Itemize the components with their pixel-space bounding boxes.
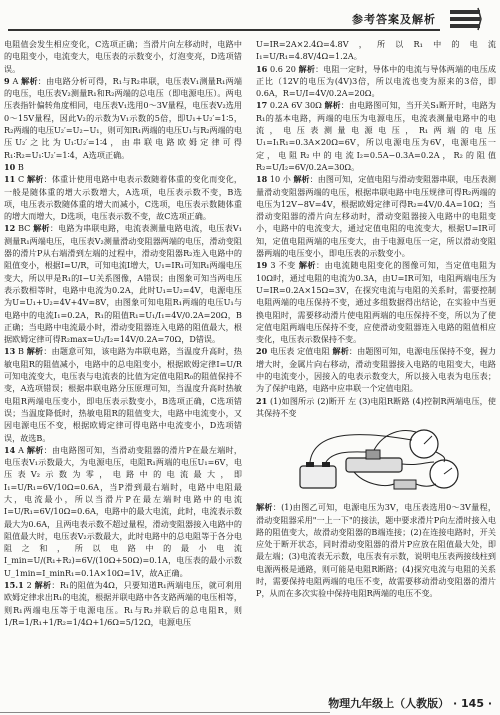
footer-rule <box>0 712 330 713</box>
answer-text: 电阻一定时，导体中的电流与导体两端的电压成正比（12V的电压为(4V)3倍，所以电流也变为原来的3倍，即0.6A，R=U/I=4V/0.2A=20Ω。 <box>256 63 496 99</box>
header-rule <box>8 29 440 31</box>
answer-item <box>256 395 496 420</box>
analysis-label: 解析 <box>256 502 273 513</box>
answer-choice: 10 小 <box>269 174 291 185</box>
answer-choice: 3 不变 <box>270 260 296 271</box>
circuit-diagram <box>294 422 464 498</box>
answer-choice: (1)如图所示 (2)断开 左 (3)电阻R断路 (4)控制R两端电压，使其保持不变 <box>256 395 496 418</box>
analysis-label: 解析 <box>332 346 349 357</box>
answer-choice: 0.6 20 <box>269 63 296 74</box>
answer-text: 电阻值会发生相应变化，C选项正确；当滑片向左移动时，电路中的电阻变小，电流变大，电压表的示数变小，灯泡变亮，D选项错误。 <box>4 39 242 74</box>
answer-choice: B <box>18 346 24 357</box>
answer-item <box>256 38 496 63</box>
answer-text: 由题图可知，电源电压保持不变，握力增大时，金属片向右移动，滑动变阻器接入电路的电阻变大，电路中的电流变小，因接入的电表示数变大，所以接入电表为电压表；为了保护电路，电路中应串联一个定值电阻。 <box>256 346 496 394</box>
answer-text: 由图可知，定值电阻与滑动变阻器串联，电压表测量滑动变阻器两端的电压，根据串联电路中电压规律可得R₂两端的电压为12V−8V=4V，根据欧姆定律可得R₂=4V/0.4A=10Ω；当滑动变阻器的滑片向左移动时，滑动变阻器接入电路中的电阻变小，电路中的电流变大，通过定值电阻的电流变大，根据U=IR可知，定值电阻两端的电压变大，由于电源电压一定，所以滑动变阻器两端的电压变小，即电压表的示数变小。 <box>256 174 496 259</box>
answer-text: 由题意可知，该电路为串联电路，当温度升高时，热敏电阻R的阻值减小，电路中的总电阻变小，根据欧姆定律I=U/R可知电流变大，电压表与电流表的比值为定值电阻R₀的阻值保持不变，A选项错误；根据串联电路分压原理可知，当温度升高时热敏电阻R两端电压变小，即电压表示数变小，B选项正确，C选项错误；当温度降低时，热敏电阻R的阻值变大，电路中电流变小，又因电源电压不变，根据欧姆定律可得电路中电流变小，D选项错误，故选B。 <box>4 346 242 443</box>
answer-text: 由电路图可知，当滑动变阻器的滑片P在最左端时，电压表V₁示数最大，为电源电压，电阻R₁两端的电压U₁=6V，电压表V₂示数为零，电路中的电流最大，即I₁=U/R₁=6V/10Ω=0.6A，当P滑到最右端时，电路中电阻最大，电流最小，所以当滑片P在最左端时电路中的电流I=U/R₁=6V/10Ω=0.6A，电路中的最大电流，此时，电流表示数最大为0.6A，且两电表示数不超过量程，滑动变阻器接入电路中的阻值最大时，电压表V₂示数最大，此时电路中的总电阻等于各分电阻之和，所以电路中的最小电流I_min=U/(R₁+R₂)=6V/(10Ω+50Ω)=0.1A，电压表的最小示数U_1min=I_minR₁=0.1A×10Ω=1V，故A正确。 <box>4 444 242 578</box>
answer-choice: 电压表 定值电阻 <box>269 346 330 357</box>
answer-item: 19 3 不变 解析：由电流随电阻变化的图像可知，当定值电阻为10Ω时，通过电阻的电流为0.3A，由U=IR可知，电阻两端电压为U=IR=0.2A×15Ω=3V，在探究电流与电阻的关系时，需要控制电阻两端的电压保持不变，通过多组数据得出结论，在实验中当更换电阻时，需要移动滑片使电阻两端的电压保持不变，所以为了使定值电阻两端电压保持不变，应使滑动变阻器连入电路的阻值相应变化，电压表示数保持不变。 <box>256 260 496 345</box>
answer-item: 9 A 解析：由电路分析可得，R₁与R₂串联，电压表V₁测量R₁两端的电压，电压表V₂测量R₁和R₂两端的总电压（即电源电压）。两电压表指针偏转角度相同，电压表V₁选用0～3V量程，电压表V₂选用0～15V量程，因此V₂的示数为V₁示数的5倍，即U₁+U₂′=1∶5，R₂两端的电压U₂′=U₂−U₁，则可知R₁两端的电压U₁与R₂两端的电压U₂′之比为U₁∶U₂′=1∶4，由串联电路欧姆定律可得R₁∶R₂=U₁∶U₂′=1∶4，A选项正确。 <box>4 75 243 160</box>
question-number: 17 <box>256 100 268 111</box>
answer-choice: 0.2A 6V 30Ω <box>269 100 322 111</box>
answer-choice: BC <box>18 223 31 234</box>
answer-choice: B <box>17 161 24 172</box>
question-number: 10 <box>4 161 16 172</box>
analysis-label: 解析 <box>298 63 316 74</box>
analysis-label: 解析 <box>34 580 52 591</box>
header-title: 参考答案及解析 <box>352 13 436 26</box>
answer-item: 13 B 解析：由题意可知，该电路为串联电路，当温度升高时，热敏电阻R的阻值减小，电路中的总电阻变小，根据欧姆定律I=U/R可知电流变大，电压表与电流表的比值为定值电阻R₀的阻值保持不变，A选项错误；根据串联电路分压原理可知，当温度升高时热敏电阻R两端电压变小，即电压表示数变小，B选项正确，C选项错误；当温度降低时，热敏电阻R的阻值变大，电路中电流变小，又因电源电压不变，根据欧姆定律可得电路中电流变小，D选项错误，故选B。 <box>4 346 242 443</box>
answer-item <box>4 38 242 75</box>
answer-item: 11 C 解析：体重计使用电路中电表示数随着体重的变化而变化，一般是随体重的增大示数增大，A选项，电压表示数不变，B选项，电压表示数随体重的增大而减小，C选项，电压表示数随体重的增大而增大，D选项，电压表示数不变，故C选项正确。 <box>4 174 242 222</box>
analysis-label: 解析 <box>293 174 310 185</box>
question-number: 13 <box>4 346 16 357</box>
answer-item: 16 0.6 20 解析：电阻一定时，导体中的电流与导体两端的电压成正比（12V的电压为(4V)3倍，所以电流也变为原来的3倍，即0.6A，R=U/I=4V/0.2A=20Ω。 <box>256 63 496 99</box>
answer-item: 12 BC 解析：电路为串联电路，电流表测量电路电流，电压表V₁测量R₁两端电压，电压表V₂测量滑动变阻器两端的电压，滑动变阻器的滑片P从右端滑到左端的过程中，滑动变阻器R₂连入电路中的阻值变小，根据I=U/R，可知电流I增大，U₁=IR₁可知R₁两端电压变大，所以甲是R₁的I−U关系图像，A错误；由图象可知当两电压表示数相等时，电路中电流为0.2A，此时U₁=U₂=4V，电源电压为U=U₁+U₂=4V+4V=8V，由图象可知电阻R₁两端的电压U₁与电路中的电流I₁=0.2A，R₁的阻值R₁=U₁/I₁=4V/0.2A=20Ω，B正确；当电路中电流最小时，滑动变阻器连入电路的阻值最大，根据欧姆定律可得R₂max=U₂/I₂=14V/0.2A=70Ω，D错误。 <box>4 223 243 345</box>
question-number: 14 <box>4 444 16 455</box>
page-header <box>0 0 500 36</box>
question-number: 16 <box>256 63 268 74</box>
question-number: 21 <box>256 395 268 406</box>
question-number: 20 <box>256 346 268 357</box>
question-number: 9 <box>4 75 10 86</box>
answer-item: 15.1 2 解析：R₁的阻值为4Ω，只要知道R₁两端电压，就可利用欧姆定律求出R₁的电流，根据并联电路中各支路两端的电压相等，则R₁两端电压等于电源电压。R₁与R₂并联后的总电阻R，则1/R=1/R₁+1/R₂=1/4Ω+1/6Ω=5/12Ω，电源电压 <box>4 580 242 627</box>
page-footer: 物理九年级上（人教版） · 145 · <box>328 697 492 710</box>
question-number: 18 <box>256 174 268 185</box>
answer-item: 解析：(1)由图乙可知，电源电压为3V，电压表选用0～3V量程，滑动变阻器采用"一上一下"的接法，题中要求滑片P向左滑时接入电路的阻值变大，故滑动变阻器的B端连接；(2)在连接电路时，开关应处于断开状态，同时滑动变阻器的滑片P应放在阻值最大处，即最左端；(3)电流表无示数，电压表有示数，说明电压表两接线柱到电源两极是通路，则可能是电阻R断路；(4)探究电流与电阻的关系时，需要保持电阻两端的电压不变，故需要移动滑动变阻器的滑片P，从而在多次实验中保持电阻R两端的电压不变。 <box>256 502 496 599</box>
answer-text: 由电路分析可得，R₁与R₂串联，电压表V₁测量R₁两端的电压，电压表V₂测量R₁和R₂两端的总电压（即电源电压）。两电压表指针偏转角度相同，电压表V₁选用0～3V量程，电压表V₂选用0～15V量程，因此V₂的示数为V₁示数的5倍，即U₁+U₂′=1∶5，R₂两端的电压U₂′=U₂−U₁，则可知R₁两端的电压U₁与R₂两端的电压U₂′之比为U₁∶U₂′=1∶4，由串联电路欧姆定律可得R₁∶R₂=U₁∶U₂′=1∶4，A选项正确。 <box>4 75 243 160</box>
answer-item: 14 A 解析：由电路图可知，当滑动变阻器的滑片P在最左端时，电压表V₁示数最大，为电源电压，电阻R₁两端的电压U₁=6V，电压表V₂示数为零，电路中的电流最大，即I₁=U/R₁=6V/10Ω=0.6A，当P滑到最右端时，电路中电阻最大，电流最小，所以当滑片P在最左端时电路中的电流I=U/R₁=6V/10Ω=0.6A，电路中的最大电流，此时，电流表示数最大为0.6A，且两电表示数不超过量程，滑动变阻器接入电路中的阻值最大时，电压表V₂示数最大，此时电路中的总电阻等于各分电阻之和，所以电路中的最小电流I_min=U/(R₁+R₂)=6V/(10Ω+50Ω)=0.1A，电压表的最小示数U_1min=I_minR₁=0.1A×10Ω=1V，故A正确。 <box>4 444 242 578</box>
analysis-label: 解析 <box>21 75 38 86</box>
answer-item <box>4 161 242 173</box>
analysis-label: 解析 <box>33 223 50 234</box>
answer-text: 由电路图可知，当开关S₁断开时，电路为R₁的基本电路，两端的电压为电源电压，电流表测量电路中的电流，电压表测量电源电压，R₁两端的电压U₁=I₁R₁=0.3A×20Ω=6V，所以电源电压为6V，电源电压一定，电阻R₂中的电流I₂=0.5A−0.3A=0.2A，R₂的阻值R₂=U/I₂=6V/0.2A=30Ω。 <box>256 100 496 172</box>
answer-text: 电路为串联电路，电流表测量电路电流，电压表V₁测量R₁两端电压，电压表V₂测量滑动变阻器两端的电压，滑动变阻器的滑片P从右端滑到左端的过程中，滑动变阻器R₂连入电路中的阻值变小，根据I=U/R，可知电流I增大，U₁=IR₁可知R₁两端电压变大，所以甲是R₁的I−U关系图像，A错误；由图象可知当两电压表示数相等时，电路中电流为0.2A，此时U₁=U₂=4V，电源电压为U=U₁+U₂=4V+4V=8V，由图象可知电阻R₁两端的电压U₁与电路中的电流I₁=0.2A，R₁的阻值R₁=U₁/I₁=4V/0.2A=20Ω，B正确；当电路中电流最小时，滑动变阻器连入电路的阻值最大，根据欧姆定律可得R₂max=U₂/I₂=14V/0.2A=70Ω，D错误。 <box>4 223 243 345</box>
answer-choice: A <box>18 444 24 455</box>
answer-text: 由电流随电阻变化的图像可知，当定值电阻为10Ω时，通过电阻的电流为0.3A，由U=IR可知，电阻两端电压为U=IR=0.2A×15Ω=3V，在探究电流与电阻的关系时，需要控制电阻两端的电压保持不变，通过多组数据得出结论，在实验中当更换电阻时，需要移动滑片使电阻两端的电压保持不变，所以为了使定值电阻两端电压保持不变，应使滑动变阻器连入电路的阻值相应变化，电压表示数保持不变。 <box>256 260 496 345</box>
answer-item: 17 0.2A 6V 30Ω 解析：由电路图可知，当开关S₁断开时，电路为R₁的基本电路，两端的电压为电源电压，电流表测量电路中的电流，电压表测量电源电压，R₁两端的电压U₁=I₁R₁=0.3A×20Ω=6V，所以电源电压为6V，电源电压一定，电阻R₂中的电流I₂=0.5A−0.3A=0.2A，R₂的阻值R₂=U/I₂=6V/0.2A=30Ω。 <box>256 100 496 172</box>
right-column <box>256 38 496 600</box>
analysis-label: 解析 <box>298 260 317 271</box>
answer-text: 体重计使用电路中电表示数随着体重的变化而变化，一般是随体重的增大示数增大，A选项，电压表示数不变，B选项，电压表示数随体重的增大而减小，C选项，电压表示数随体重的增大而增大，D选项，电压表示数不变，故C选项正确。 <box>4 174 242 222</box>
header-book-icon <box>448 6 482 32</box>
answer-text: (1)由图乙可知，电源电压为3V，电压表选用0～3V量程，滑动变阻器采用"一上一下"的接法，题中要求滑片P向左滑时接入电路的阻值变大，故滑动变阻器的B端连接；(2)在连接电路时，开关应处于断开状态，同时滑动变阻器的滑片P应放在阻值最大处，即最左端；(3)电流表无示数，电压表有示数，说明电压表两接线柱到电源两极是通路，则可能是电阻R断路；(4)探究电流与电阻的关系时，需要保持电阻两端的电压不变，故需要移动滑动变阻器的滑片P，从而在多次实验中保持电阻R两端的电压不变。 <box>256 502 496 599</box>
answer-choice: C <box>18 174 25 185</box>
question-number: 12 <box>4 223 16 234</box>
answer-item: 20 电压表 定值电阻 解析：由题图可知，电源电压保持不变，握力增大时，金属片向右移动，滑动变阻器接入电路的电阻变大，电路中的电流变小，因接入的电表示数变大，所以接入电表为电压表；为了保护电路，电路中应串联一个定值电阻。 <box>256 346 496 394</box>
analysis-label: 解析 <box>27 174 44 185</box>
answer-choice: A <box>12 75 19 86</box>
answer-item: 18 10 小 解析：由图可知，定值电阻与滑动变阻器串联，电压表测量滑动变阻器两端的电压，根据串联电路中电压规律可得R₂两端的电压为12V−8V=4V，根据欧姆定律可得R₂=4V/0.4A=10Ω；当滑动变阻器的滑片向左移动时，滑动变阻器接入电路中的电阻变小，电路中的电流变大，通过定值电阻的电流变大，根据U=IR可知，定值电阻两端的电压变大，由于电源电压一定，所以滑动变阻器两端的电压变小，即电压表的示数变小。 <box>256 174 496 259</box>
answer-text: U=IR=2A×2.4Ω=4.8V，所以R₁中的电流I₁=U/R₁=4.8V/4Ω=1.2A。 <box>256 39 496 62</box>
analysis-label: 解析 <box>26 444 44 455</box>
analysis-label: 解析 <box>324 100 341 111</box>
answer-choice: 2 <box>26 580 32 591</box>
analysis-label: 解析 <box>26 346 44 357</box>
answer-text: R₁的阻值为4Ω，只要知道R₁两端电压，就可利用欧姆定律求出R₁的电流，根据并联电路中各支路两端的电压相等，则R₁两端电压等于电源电压。R₁与R₂并联后的总电阻R，则1/R=1/R₁+1/R₂=1/4Ω+1/6Ω=5/12Ω，电源电压 <box>4 580 242 627</box>
left-column <box>4 38 242 628</box>
question-number: 19 <box>256 260 268 271</box>
question-number: 15.1 <box>4 580 24 591</box>
question-number: 11 <box>4 174 16 185</box>
